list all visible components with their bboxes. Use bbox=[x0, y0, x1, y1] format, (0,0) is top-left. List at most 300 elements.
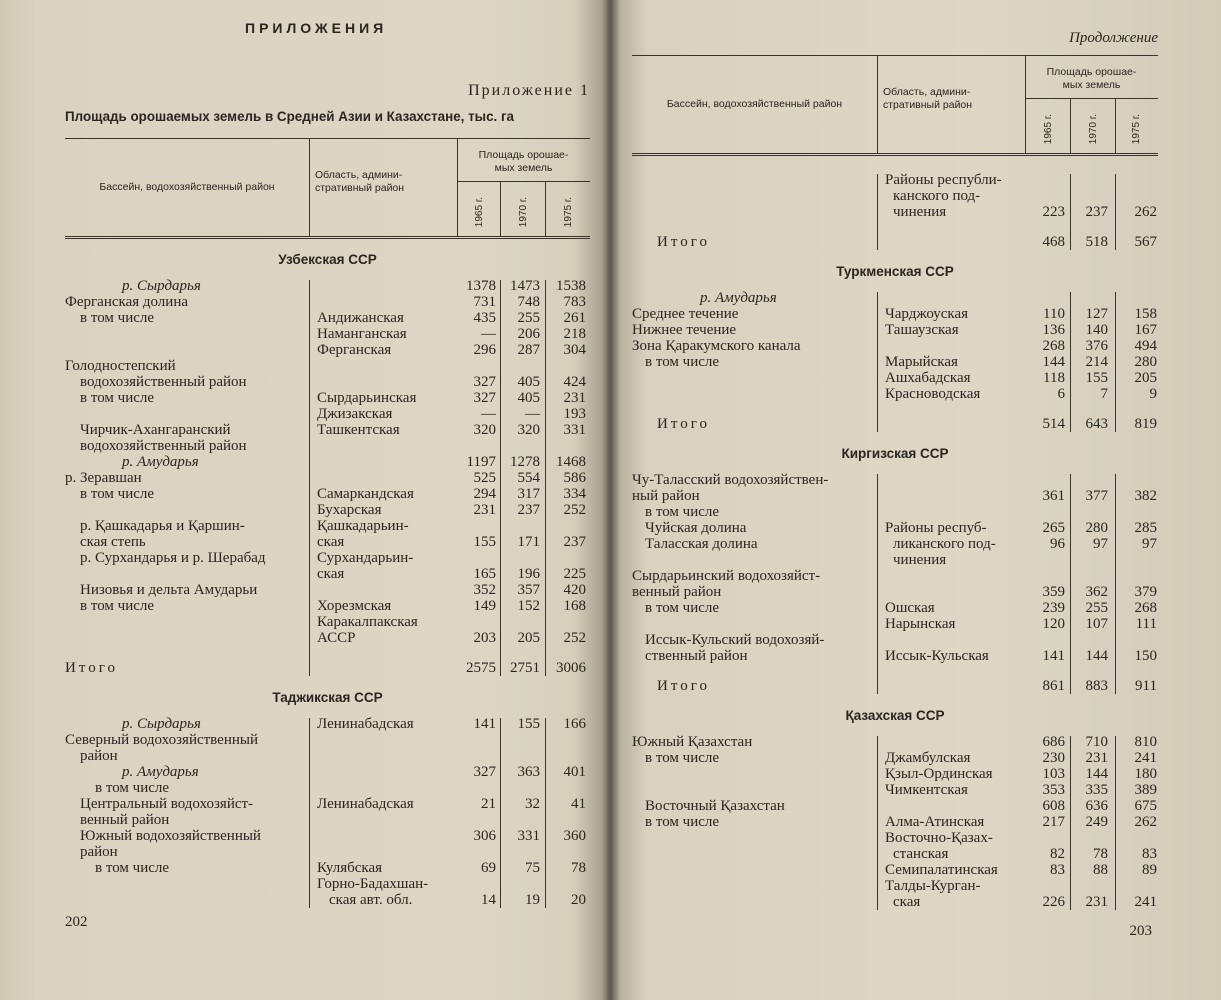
value-1970: 643 bbox=[1085, 416, 1108, 432]
value-1965: 231 bbox=[473, 502, 496, 518]
value-1975: 262 bbox=[1134, 204, 1157, 220]
basin-cell: в том числе bbox=[95, 780, 170, 796]
region-cell: Сырдарьинская bbox=[317, 390, 417, 406]
value-1975: 1468 bbox=[556, 454, 586, 470]
value-1965: 223 bbox=[1042, 204, 1065, 220]
section-rows bbox=[65, 716, 590, 908]
table-row bbox=[65, 422, 590, 438]
section-rows bbox=[632, 290, 1158, 432]
value-1965: 149 bbox=[473, 598, 496, 614]
section-title: Туркменская ССР bbox=[836, 264, 954, 279]
value-1970: 405 bbox=[517, 374, 540, 390]
basin-cell: Ферганская долина bbox=[65, 294, 189, 310]
column-rule bbox=[1070, 292, 1071, 432]
table-title: Площадь орошаемых земель в Средней Азии и Казахстане, тыс. га bbox=[65, 109, 515, 124]
region-cell: ская bbox=[317, 566, 345, 582]
value-1975: 225 bbox=[563, 566, 586, 582]
table-row bbox=[632, 798, 1158, 814]
region-cell: Самаркандская bbox=[317, 486, 414, 502]
value-1975: 567 bbox=[1134, 234, 1157, 250]
table-row bbox=[632, 306, 1158, 322]
region-cell: ская авт. обл. bbox=[329, 892, 413, 908]
column-rule bbox=[1070, 736, 1071, 910]
value-1970: 363 bbox=[517, 764, 540, 780]
right-page bbox=[632, 0, 1158, 1000]
value-1975: 334 bbox=[563, 486, 586, 502]
value-1970: 78 bbox=[1093, 846, 1108, 862]
table-row bbox=[632, 290, 1158, 306]
value-1975: 911 bbox=[1135, 678, 1157, 694]
value-1975: 205 bbox=[1134, 370, 1157, 386]
total-label: Итого bbox=[657, 678, 710, 694]
value-1975: 331 bbox=[563, 422, 586, 438]
value-1970: 152 bbox=[517, 598, 540, 614]
value-1965: 136 bbox=[1042, 322, 1065, 338]
value-1975: 382 bbox=[1134, 488, 1157, 504]
value-1970: 249 bbox=[1085, 814, 1108, 830]
value-1965: 141 bbox=[1042, 648, 1065, 664]
section-title: Таджикская ССР bbox=[272, 690, 383, 705]
basin-cell: в том числе bbox=[645, 354, 720, 370]
basin-cell: Сырдарьинский водохозяйст- bbox=[632, 568, 821, 584]
total-label: Итого bbox=[657, 416, 710, 432]
value-1965: 1197 bbox=[466, 454, 496, 470]
table-row bbox=[632, 830, 1158, 846]
table-row bbox=[65, 630, 590, 646]
section-rows bbox=[632, 172, 1158, 250]
value-1965: 21 bbox=[481, 796, 496, 812]
table-row bbox=[65, 374, 590, 390]
value-1965: — bbox=[481, 326, 496, 342]
value-1975: 304 bbox=[563, 342, 586, 358]
basin-cell: венный район bbox=[632, 584, 722, 600]
table-row bbox=[632, 632, 1158, 648]
value-1965: 359 bbox=[1042, 584, 1065, 600]
basin-cell: р. Қашкадарья и Қаршин- bbox=[80, 518, 245, 534]
value-1975: 783 bbox=[563, 294, 586, 310]
header-divider bbox=[1070, 99, 1071, 153]
value-1970: 883 bbox=[1085, 678, 1108, 694]
value-1970: 107 bbox=[1085, 616, 1108, 632]
table-row bbox=[632, 894, 1158, 910]
basin-cell: Чирчик-Ахангаранский bbox=[80, 422, 231, 438]
value-1970: 518 bbox=[1085, 234, 1108, 250]
value-1965: 2575 bbox=[466, 660, 496, 676]
region-cell: ликанского под- bbox=[893, 536, 996, 552]
region-cell: чинения bbox=[893, 204, 947, 220]
header-rule bbox=[457, 181, 590, 182]
basin-cell: Зона Қаракумского канала bbox=[632, 338, 801, 354]
basin-cell: в том числе bbox=[645, 814, 720, 830]
region-cell: Кулябская bbox=[317, 860, 383, 876]
basin-cell: Среднее течение bbox=[632, 306, 739, 322]
value-1975: 78 bbox=[571, 860, 586, 876]
value-1975: 1538 bbox=[556, 278, 586, 294]
basin-cell: ственный район bbox=[645, 648, 748, 664]
value-1965: 144 bbox=[1042, 354, 1065, 370]
table-row bbox=[632, 568, 1158, 584]
region-cell: Семипалатинская bbox=[885, 862, 998, 878]
value-1970: 7 bbox=[1100, 386, 1108, 402]
value-1965: 203 bbox=[473, 630, 496, 646]
value-1965: 353 bbox=[1042, 782, 1065, 798]
value-1970: 2751 bbox=[510, 660, 540, 676]
table-header bbox=[632, 55, 1158, 156]
value-1970: 237 bbox=[517, 502, 540, 518]
basin-cell: Восточный Қазахстан bbox=[645, 798, 785, 814]
page-number: 203 bbox=[1129, 923, 1152, 939]
value-1975: 424 bbox=[563, 374, 586, 390]
region-cell: Қашкадарьин- bbox=[317, 518, 409, 534]
value-1970: 75 bbox=[525, 860, 540, 876]
basin-cell: р. Зеравшан bbox=[65, 470, 142, 486]
basin-cell: р. Сырдарья bbox=[122, 716, 201, 732]
table-row bbox=[65, 892, 590, 908]
table-section bbox=[65, 248, 590, 676]
value-1975: 168 bbox=[563, 598, 586, 614]
column-rule bbox=[1070, 174, 1071, 250]
table-row bbox=[632, 782, 1158, 798]
value-1975: 379 bbox=[1134, 584, 1157, 600]
basin-cell: венный район bbox=[80, 812, 170, 828]
table-row bbox=[65, 486, 590, 502]
region-cell: Қзыл-Ординская bbox=[885, 766, 993, 782]
table-row bbox=[632, 600, 1158, 616]
value-1970: 1278 bbox=[510, 454, 540, 470]
value-1970: 155 bbox=[517, 716, 540, 732]
value-1975: 3006 bbox=[556, 660, 586, 676]
section-title: Қазахская ССР bbox=[845, 708, 945, 723]
table-row bbox=[65, 844, 590, 860]
value-1970: 377 bbox=[1085, 488, 1108, 504]
value-1965: 69 bbox=[481, 860, 496, 876]
region-cell: канского под- bbox=[893, 188, 981, 204]
total-row bbox=[65, 660, 590, 676]
region-cell: Красноводская bbox=[885, 386, 981, 402]
value-1965: — bbox=[481, 406, 496, 422]
region-cell: Восточно-Қазах- bbox=[885, 830, 993, 846]
value-1965: 608 bbox=[1042, 798, 1065, 814]
value-1975: 193 bbox=[563, 406, 586, 422]
value-1975: 83 bbox=[1142, 846, 1157, 862]
value-1965: 731 bbox=[473, 294, 496, 310]
value-1970: 748 bbox=[517, 294, 540, 310]
section-rows bbox=[632, 734, 1158, 910]
value-1975: 180 bbox=[1134, 766, 1157, 782]
table-row bbox=[65, 438, 590, 454]
value-1970: 636 bbox=[1085, 798, 1108, 814]
header-divider bbox=[500, 182, 501, 236]
column-rule bbox=[309, 718, 310, 908]
value-1965: 82 bbox=[1050, 846, 1065, 862]
column-rule bbox=[545, 280, 546, 676]
column-rule bbox=[877, 292, 878, 432]
value-1970: 171 bbox=[517, 534, 540, 550]
basin-cell: Южный Қазахстан bbox=[632, 734, 753, 750]
value-1975: 360 bbox=[563, 828, 586, 844]
table-row bbox=[632, 188, 1158, 204]
value-1975: 389 bbox=[1134, 782, 1157, 798]
table-row bbox=[632, 616, 1158, 632]
table-row bbox=[65, 310, 590, 326]
region-cell: Чарджоуская bbox=[885, 306, 969, 322]
table-row bbox=[65, 550, 590, 566]
table-row bbox=[65, 876, 590, 892]
table-row bbox=[632, 472, 1158, 488]
basin-cell: Иссык-Кульский водохозяй- bbox=[645, 632, 825, 648]
value-1965: 468 bbox=[1042, 234, 1065, 250]
value-1975: 231 bbox=[563, 390, 586, 406]
value-1970: 19 bbox=[525, 892, 540, 908]
header-divider bbox=[545, 182, 546, 236]
value-1970: 127 bbox=[1085, 306, 1108, 322]
header-year: 1975 г. bbox=[562, 197, 574, 228]
basin-cell: Голодностепский bbox=[65, 358, 176, 374]
region-cell: Районы республи- bbox=[885, 172, 1002, 188]
value-1970: 357 bbox=[517, 582, 540, 598]
table-section bbox=[632, 704, 1158, 910]
table-section bbox=[632, 155, 1158, 250]
header-year: 1970 г. bbox=[1087, 114, 1099, 145]
value-1965: 165 bbox=[473, 566, 496, 582]
basin-cell: р. Амударья bbox=[122, 454, 199, 470]
column-rule bbox=[500, 280, 501, 676]
header-year: 1975 г. bbox=[1131, 114, 1142, 145]
value-1975: 97 bbox=[1142, 536, 1157, 552]
region-cell: Иссык-Кульская bbox=[885, 648, 989, 664]
value-1965: 514 bbox=[1042, 416, 1065, 432]
column-rule bbox=[877, 174, 878, 250]
continuation-label: Продолжение bbox=[1069, 30, 1158, 46]
region-cell: Каракалпакская bbox=[317, 614, 418, 630]
value-1970: 97 bbox=[1093, 536, 1108, 552]
value-1965: 239 bbox=[1042, 600, 1065, 616]
value-1970: 362 bbox=[1085, 584, 1108, 600]
value-1965: 320 bbox=[473, 422, 496, 438]
value-1975: 268 bbox=[1134, 600, 1157, 616]
column-rule bbox=[545, 718, 546, 908]
value-1965: 96 bbox=[1050, 536, 1065, 552]
header-area: Площадь орошае- мых земель bbox=[1046, 66, 1137, 91]
table-row bbox=[65, 748, 590, 764]
value-1975: 111 bbox=[1135, 616, 1157, 632]
table-row bbox=[65, 860, 590, 876]
column-rule bbox=[1115, 736, 1116, 910]
header-region: Область, админи- стративный район bbox=[883, 86, 973, 111]
value-1975: 241 bbox=[1134, 894, 1157, 910]
value-1970: 376 bbox=[1085, 338, 1108, 354]
table-row bbox=[65, 716, 590, 732]
region-cell: Ташкентская bbox=[317, 422, 400, 438]
total-row bbox=[632, 678, 1158, 694]
value-1965: 14 bbox=[481, 892, 496, 908]
table-header bbox=[65, 138, 590, 239]
table-row bbox=[65, 294, 590, 310]
table-section bbox=[632, 260, 1158, 432]
basin-cell: р. Амударья bbox=[122, 764, 199, 780]
table-row bbox=[65, 614, 590, 630]
table-row bbox=[65, 454, 590, 470]
region-cell: Алма-Атинская bbox=[885, 814, 985, 830]
value-1965: 435 bbox=[473, 310, 496, 326]
value-1970: 554 bbox=[517, 470, 540, 486]
table-row bbox=[65, 534, 590, 550]
basin-cell: водохозяйственный район bbox=[80, 438, 247, 454]
basin-cell: Низовья и дельта Амударьи bbox=[80, 582, 258, 598]
table-section bbox=[632, 442, 1158, 694]
region-cell: Талды-Курган- bbox=[885, 878, 981, 894]
region-cell: Джизакская bbox=[317, 406, 393, 422]
basin-cell: в том числе bbox=[80, 390, 155, 406]
total-label: Итого bbox=[65, 660, 118, 676]
header-year: 1970 г. bbox=[517, 197, 529, 228]
section-rows bbox=[65, 278, 590, 676]
value-1970: 335 bbox=[1085, 782, 1108, 798]
table-row bbox=[65, 518, 590, 534]
table-row bbox=[632, 370, 1158, 386]
basin-cell: Центральный водохозяйст- bbox=[80, 796, 254, 812]
table-row bbox=[632, 504, 1158, 520]
basin-cell: ская степь bbox=[80, 534, 146, 550]
value-1975: 819 bbox=[1134, 416, 1157, 432]
table-row bbox=[632, 846, 1158, 862]
table-body bbox=[632, 155, 1158, 910]
region-cell: Ташаузская bbox=[885, 322, 959, 338]
basin-cell: р. Амударья bbox=[700, 290, 777, 306]
region-cell: Андижанская bbox=[317, 310, 404, 326]
value-1970: 144 bbox=[1085, 766, 1108, 782]
value-1965: 1378 bbox=[466, 278, 496, 294]
value-1975: 285 bbox=[1134, 520, 1157, 536]
region-cell: Ленинабадская bbox=[317, 796, 414, 812]
value-1965: 110 bbox=[1043, 306, 1065, 322]
table-row bbox=[65, 326, 590, 342]
value-1975: 420 bbox=[563, 582, 586, 598]
table-row bbox=[632, 322, 1158, 338]
value-1965: 265 bbox=[1042, 520, 1065, 536]
section-title: Узбекская ССР bbox=[278, 252, 377, 267]
value-1975: 252 bbox=[563, 630, 586, 646]
region-cell: Горно-Бадахшан- bbox=[317, 876, 429, 892]
header-divider bbox=[1025, 56, 1026, 153]
value-1975: 166 bbox=[563, 716, 586, 732]
value-1965: 327 bbox=[473, 390, 496, 406]
table-row bbox=[632, 552, 1158, 568]
value-1965: 268 bbox=[1042, 338, 1065, 354]
total-label: Итого bbox=[657, 234, 710, 250]
value-1975: 41 bbox=[571, 796, 586, 812]
value-1970: 144 bbox=[1085, 648, 1108, 664]
table-row bbox=[632, 862, 1158, 878]
basin-cell: в том числе bbox=[80, 310, 155, 326]
basin-cell: в том числе bbox=[645, 750, 720, 766]
value-1965: 296 bbox=[473, 342, 496, 358]
table-row bbox=[632, 814, 1158, 830]
value-1970: 205 bbox=[517, 630, 540, 646]
value-1970: 231 bbox=[1085, 750, 1108, 766]
table-row bbox=[632, 648, 1158, 664]
region-cell: ская bbox=[317, 534, 345, 550]
value-1965: 525 bbox=[473, 470, 496, 486]
region-cell: Сурхандарьин- bbox=[317, 550, 414, 566]
value-1975: 158 bbox=[1134, 306, 1157, 322]
region-cell: Чимкентская bbox=[885, 782, 968, 798]
value-1965: 861 bbox=[1042, 678, 1065, 694]
table-section bbox=[65, 686, 590, 908]
basin-cell: Таласская долина bbox=[645, 536, 758, 552]
column-rule bbox=[877, 474, 878, 694]
page-number: 202 bbox=[65, 914, 88, 930]
header-basin: Бассейн, водохозяйственный район bbox=[666, 98, 843, 110]
total-row bbox=[632, 416, 1158, 432]
basin-cell: в том числе bbox=[645, 600, 720, 616]
value-1970: 287 bbox=[517, 342, 540, 358]
table-body bbox=[65, 238, 590, 908]
header-divider bbox=[877, 56, 878, 153]
table-row bbox=[632, 750, 1158, 766]
table-row bbox=[632, 536, 1158, 552]
value-1975: 675 bbox=[1134, 798, 1157, 814]
region-cell: чинения bbox=[893, 552, 947, 568]
value-1975: 261 bbox=[563, 310, 586, 326]
table-row bbox=[65, 582, 590, 598]
section-title: Киргизская ССР bbox=[841, 446, 949, 461]
value-1965: 120 bbox=[1042, 616, 1065, 632]
region-cell: Джамбулская bbox=[885, 750, 971, 766]
basin-cell: Чу-Таласский водохозяйствен- bbox=[632, 472, 829, 488]
column-rule bbox=[1115, 292, 1116, 432]
value-1975: 401 bbox=[563, 764, 586, 780]
value-1965: 327 bbox=[473, 374, 496, 390]
value-1970: 710 bbox=[1085, 734, 1108, 750]
column-rule bbox=[1070, 474, 1071, 694]
region-cell: Ашхабадская bbox=[885, 370, 971, 386]
header-year: 1965 г. bbox=[1042, 114, 1054, 145]
column-rule bbox=[1115, 474, 1116, 694]
value-1975: 9 bbox=[1149, 386, 1157, 402]
value-1970: 405 bbox=[517, 390, 540, 406]
table-row bbox=[65, 278, 590, 294]
value-1965: 294 bbox=[473, 486, 496, 502]
value-1975: 810 bbox=[1134, 734, 1157, 750]
value-1965: 155 bbox=[473, 534, 496, 550]
basin-cell: район bbox=[80, 844, 118, 860]
region-cell: Хорезмская bbox=[317, 598, 392, 614]
value-1970: 255 bbox=[1085, 600, 1108, 616]
header-divider bbox=[457, 139, 458, 236]
region-cell: Районы респуб- bbox=[885, 520, 987, 536]
table-row bbox=[65, 566, 590, 582]
table-row bbox=[65, 732, 590, 748]
table-row bbox=[65, 406, 590, 422]
value-1975: 241 bbox=[1134, 750, 1157, 766]
value-1965: 6 bbox=[1057, 386, 1065, 402]
value-1965: 226 bbox=[1042, 894, 1065, 910]
value-1965: 217 bbox=[1042, 814, 1065, 830]
value-1975: 280 bbox=[1134, 354, 1157, 370]
table-row bbox=[65, 764, 590, 780]
value-1970: 155 bbox=[1085, 370, 1108, 386]
region-cell: Наманганская bbox=[317, 326, 407, 342]
column-rule bbox=[1115, 174, 1116, 250]
value-1965: 230 bbox=[1042, 750, 1065, 766]
table-row bbox=[632, 204, 1158, 220]
column-rule bbox=[877, 736, 878, 910]
appendix-label: Приложение 1 bbox=[468, 82, 590, 99]
table-row bbox=[65, 390, 590, 406]
table-row bbox=[632, 766, 1158, 782]
table-row bbox=[632, 338, 1158, 354]
